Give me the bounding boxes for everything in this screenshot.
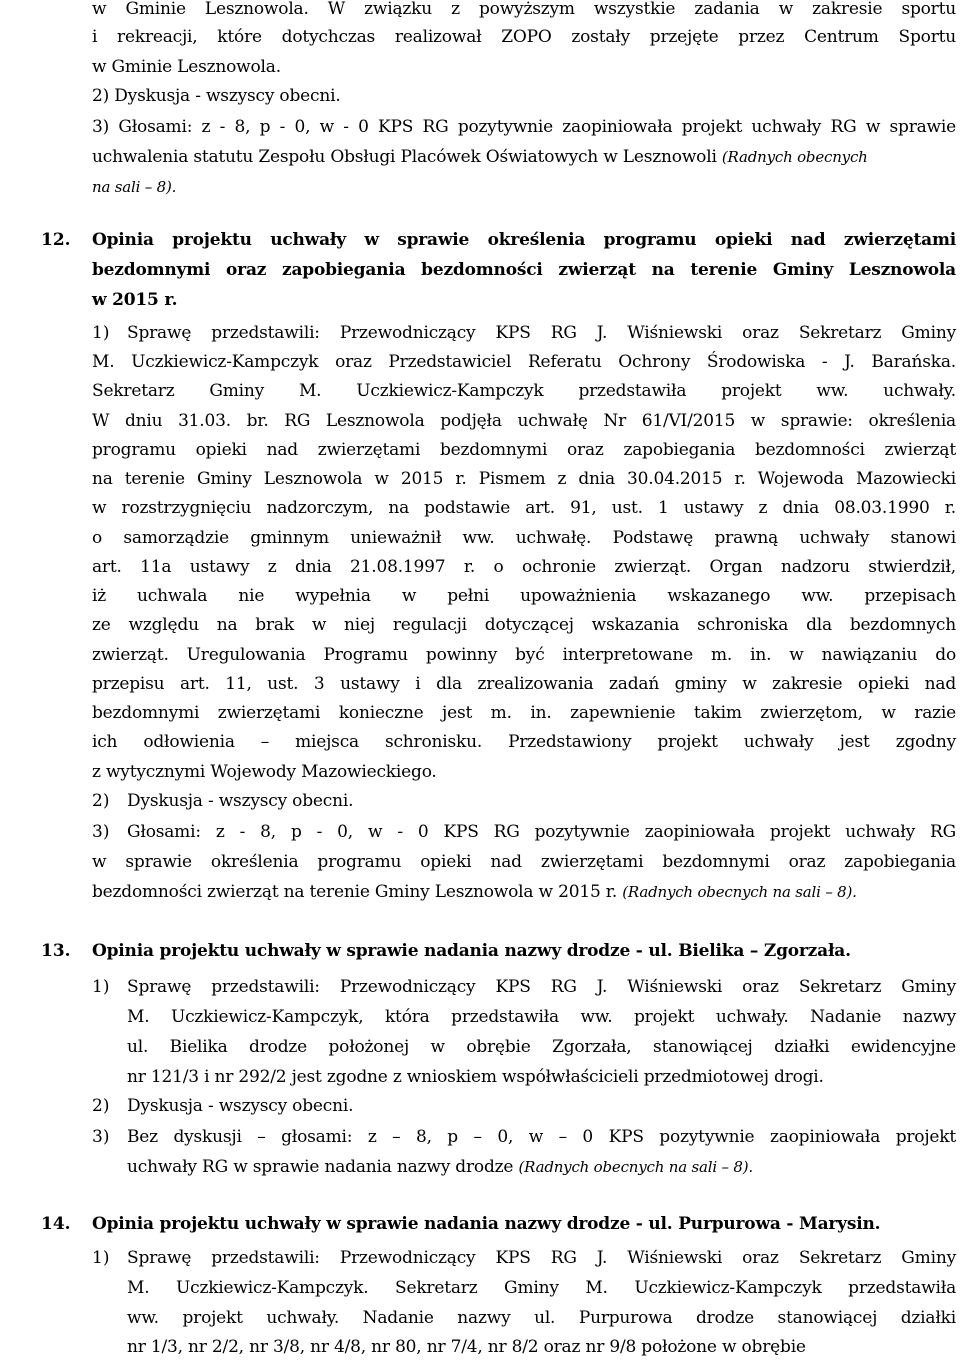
paragraph-line: ich odłowienia – miejsca schronisku. Przedstawiony projekt uchwały jest zgodny <box>92 732 956 752</box>
discussion-line: Dyskusja - wszyscy obecni. <box>127 1096 354 1116</box>
section-number: 13. <box>41 941 71 961</box>
item-number: 1) <box>92 1248 110 1268</box>
paragraph-line: w rozstrzygnięciu nadzorczym, na podstawie art. 91, ust. 1 ustawy z dnia 08.03.1990 r. <box>92 498 956 518</box>
section-title: Opinia projektu uchwały w sprawie nadania nazwy drodze - ul. Bielika – Zgorzała. <box>92 941 851 961</box>
paragraph-line: Sprawę przedstawili: Przewodniczący KPS RG J. Wiśniewski oraz Sekretarz Gminy <box>127 323 956 343</box>
item-number: 1) <box>92 977 110 997</box>
intro-line: w Gminie Lesznowola. <box>92 57 281 77</box>
paragraph-line: o samorządzie gminnym unieważnił ww. uchwałę. Podstawę prawną uchwały stanowi <box>92 528 956 548</box>
section-title: w 2015 r. <box>92 290 178 310</box>
paragraph-line: na terenie Gminy Lesznowola w 2015 r. Pismem z dnia 30.04.2015 r. Wojewoda Mazowiecki <box>92 469 956 489</box>
paragraph-line: ul. Bielika drodze położonej w obrębie Zgorzała, stanowiącej działki ewidencyjne <box>127 1037 956 1057</box>
intro-line: i rekreacji, które dotychczas realizował ZOPO zostały przejęte przez Centrum Sportu <box>92 27 956 47</box>
paragraph-line: bezdomnymi zwierzętami konieczne jest m. in. zapewnienie takim zwierzętom, w razie <box>92 703 956 723</box>
paragraph-line: iż uchwala nie wypełnia w pełni upoważnienia wskazanego ww. przepisach <box>92 586 956 606</box>
paragraph-line: M. Uczkiewicz-Kampczyk, która przedstawiła ww. projekt uchwały. Nadanie nazwy <box>127 1007 956 1027</box>
intro-note: na sali – 8). <box>92 178 177 196</box>
vote-text: bezdomności zwierząt na terenie Gminy Lesznowola w 2015 r. <box>92 882 618 902</box>
paragraph-line: z wytycznymi Wojewody Mazowieckiego. <box>92 762 437 782</box>
paragraph-line: Sprawę przedstawili: Przewodniczący KPS RG J. Wiśniewski oraz Sekretarz Gminy <box>127 1248 956 1268</box>
item-number: 2) <box>92 791 110 811</box>
item-number: 3) <box>92 1127 110 1147</box>
paragraph-line: przepisu art. 11, ust. 3 ustawy i dla zrealizowania zadań gminy w zakresie opieki nad <box>92 674 956 694</box>
vote-note: (Radnych obecnych na sali – 8). <box>622 883 857 901</box>
paragraph-line: W dniu 31.03. br. RG Lesznowola podjęła uchwałę Nr 61/VI/2015 w sprawie: określenia <box>92 411 956 431</box>
paragraph-line: Sekretarz Gminy M. Uczkiewicz-Kampczyk przedstawiła projekt ww. uchwały. <box>92 381 956 401</box>
paragraph-line: nr 1/3, nr 2/2, nr 3/8, nr 4/8, nr 80, nr 7/4, nr 8/2 oraz nr 9/8 położone w obrębie <box>127 1337 806 1357</box>
paragraph-line: art. 11a ustawy z dnia 21.08.1997 r. o ochronie zwierząt. Organ nadzoru stwierdził, <box>92 557 956 577</box>
paragraph-line: zwierząt. Uregulowania Programu powinny być interpretowane m. in. w nawiązaniu do <box>92 645 956 665</box>
discussion-line: Dyskusja - wszyscy obecni. <box>127 791 354 811</box>
intro-note: (Radnych obecnych <box>721 148 868 166</box>
paragraph-line: ze względu na brak w niej regulacji dotyczącej wskazania schroniska dla bezdomnych <box>92 615 956 635</box>
item-number: 2) <box>92 1096 110 1116</box>
item-number: 3) <box>92 822 110 842</box>
vote-text: uchwały RG w sprawie nadania nazwy drodze <box>127 1157 514 1177</box>
vote-line: Głosami: z - 8, p - 0, w - 0 KPS RG pozytywnie zaopiniowała projekt uchwały RG <box>127 822 956 842</box>
intro-vote: 3) Głosami: z - 8, p - 0, w - 0 KPS RG pozytywnie zaopiniowała projekt uchwały RG w sprawie <box>92 117 956 137</box>
vote-line: w sprawie określenia programu opieki nad zwierzętami bezdomnymi oraz zapobiegania <box>92 852 956 872</box>
section-number: 14. <box>41 1214 71 1234</box>
intro-line <box>92 146 868 168</box>
intro-line: w Gminie Lesznowola. W związku z powyższym wszystkie zadania w zakresie sportu <box>92 0 956 19</box>
section-title: bezdomnymi oraz zapobiegania bezdomności zwierząt na terenie Gminy Lesznowola <box>92 260 956 280</box>
vote-line <box>127 1156 753 1178</box>
vote-line <box>92 881 857 903</box>
item-number: 1) <box>92 323 110 343</box>
vote-note: (Radnych obecnych na sali – 8). <box>518 1158 753 1176</box>
paragraph-line: Sprawę przedstawili: Przewodniczący KPS RG J. Wiśniewski oraz Sekretarz Gminy <box>127 977 956 997</box>
section-number: 12. <box>41 230 71 250</box>
paragraph-line: nr 121/3 i nr 292/2 jest zgodne z wnioskiem współwłaścicieli przedmiotowej drogi. <box>127 1067 824 1087</box>
paragraph-line: programu opieki nad zwierzętami bezdomnymi oraz zapobiegania bezdomności zwierząt <box>92 440 956 460</box>
vote-line: Bez dyskusji – głosami: z – 8, p – 0, w – 0 KPS pozytywnie zaopiniowała projekt <box>127 1127 956 1147</box>
intro-text: uchwalenia statutu Zespołu Obsługi Placówek Oświatowych w Lesznowoli <box>92 147 717 167</box>
paragraph-line: ww. projekt uchwały. Nadanie nazwy ul. Purpurowa drodze stanowiącej działki <box>127 1308 956 1328</box>
paragraph-line: M. Uczkiewicz-Kampczyk oraz Przedstawiciel Referatu Ochrony Środowiska - J. Barańska. <box>92 352 956 372</box>
paragraph-line: M. Uczkiewicz-Kampczyk. Sekretarz Gminy M. Uczkiewicz-Kampczyk przedstawiła <box>127 1278 956 1298</box>
section-title: Opinia projektu uchwały w sprawie nadania nazwy drodze - ul. Purpurowa - Marysin. <box>92 1214 881 1234</box>
section-title: Opinia projektu uchwały w sprawie określenia programu opieki nad zwierzętami <box>92 230 956 250</box>
intro-discussion: 2) Dyskusja - wszyscy obecni. <box>92 86 341 106</box>
